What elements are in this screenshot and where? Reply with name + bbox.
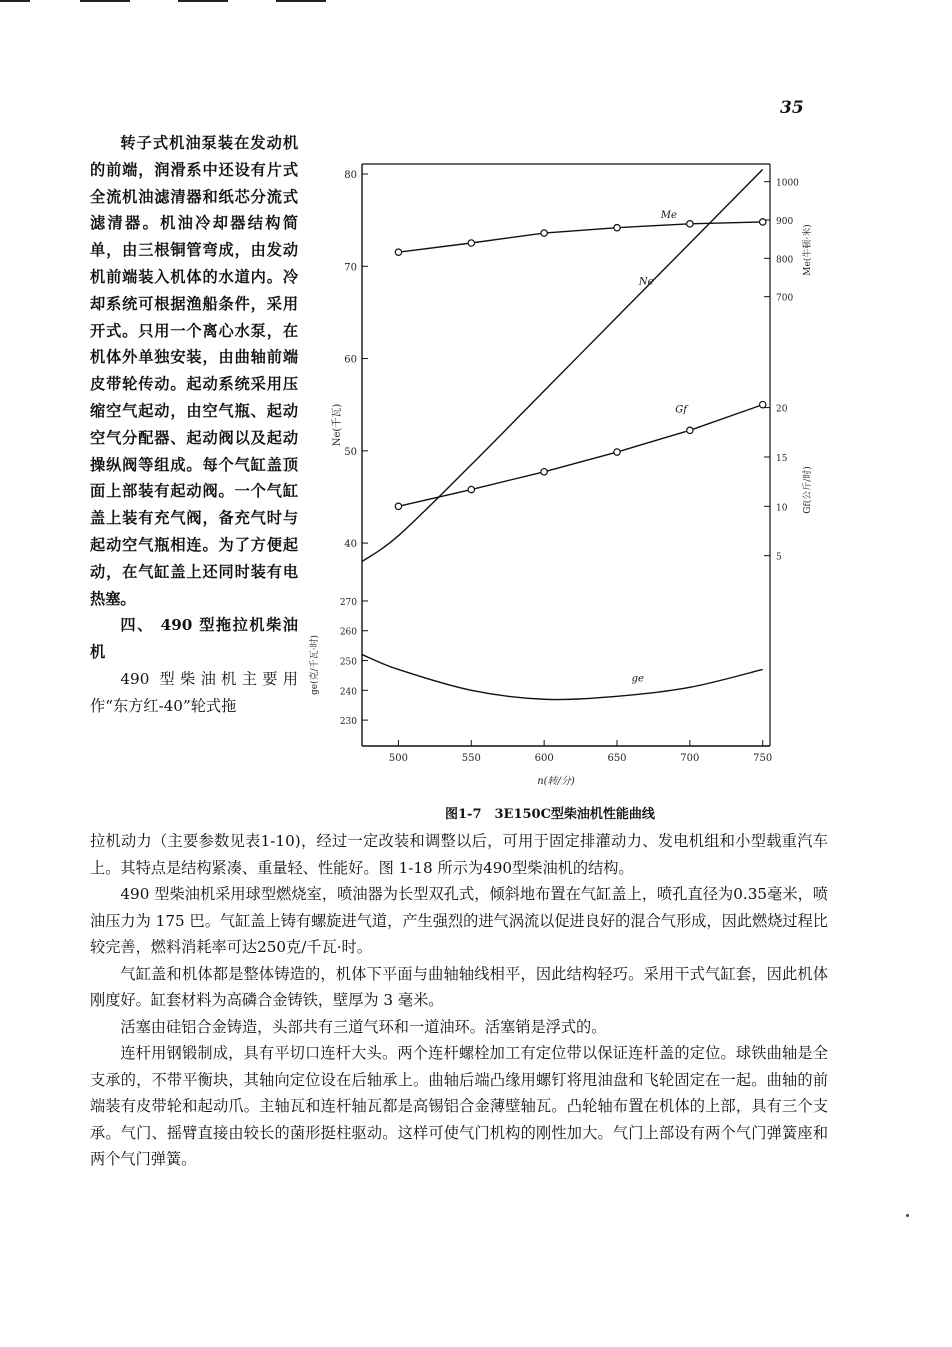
gf-tick-label-0: 20 (776, 404, 788, 415)
series-gf-point-1 (468, 486, 474, 492)
series-ne-label: Ne (638, 276, 654, 288)
ge-tick-label-2: 250 (339, 657, 357, 668)
section-heading: 四、 490 型拖拉机柴油机 (90, 616, 298, 662)
ge-axis-label: ge(克/千瓦·时) (310, 634, 320, 696)
x-tick-label-5: 750 (753, 753, 773, 764)
top-rule-2 (80, 0, 130, 2)
ne-axis-label: Ne(千瓦) (332, 403, 343, 447)
ne-tick-label-4: 40 (344, 539, 357, 551)
ne-tick-label-1: 70 (344, 262, 357, 274)
series-me-point-5 (760, 219, 766, 225)
left-column-text (90, 130, 298, 720)
x-tick-label-2: 600 (534, 753, 554, 764)
x-axis-label: n(转/分) (537, 776, 575, 787)
me-tick-label-1: 900 (776, 217, 794, 227)
me-tick-label-0: 1000 (776, 178, 799, 189)
ge-tick-label-4: 230 (339, 717, 357, 728)
stray-mark (906, 1214, 909, 1217)
me-axis-label: Me(牛顿·米) (803, 224, 813, 276)
series-me-point-2 (541, 230, 547, 236)
series-gf-point-2 (541, 469, 547, 475)
me-tick-label-3: 700 (776, 293, 794, 304)
series-me-point-1 (468, 240, 474, 246)
left-paragraph-2: 490 型柴油机主要用作“东方红-40”轮式拖 (90, 669, 298, 715)
x-tick-label-4: 700 (680, 753, 700, 764)
series-ge-line (362, 655, 763, 700)
series-me-point-3 (614, 224, 620, 230)
body-paragraph-4: 活塞由硅铝合金铸造，头部共有三道气环和一道油环。活塞销是浮式的。 (120, 1017, 607, 1036)
ne-tick-label-3: 50 (344, 446, 357, 458)
figure-caption: 图1-7 3E150C型柴油机性能曲线 (445, 807, 655, 822)
series-me-point-4 (687, 221, 693, 227)
page-number: 35 (780, 98, 804, 118)
series-me-label: Me (660, 210, 677, 222)
gf-tick-label-1: 15 (776, 453, 788, 464)
body-paragraph-1: 拉机动力（主要参数见表1-10)，经过一定改装和调整以后，可用于固定排灌动力、发电机组和小型载重汽车上。其特点是结构紧凑、重量轻、性能好。图 1-18 所示为490型柴油机的结构。 (90, 832, 828, 877)
chart-svg (300, 150, 820, 810)
ne-tick-label-2: 60 (344, 354, 357, 366)
body-text (90, 828, 828, 1173)
me-tick-label-2: 800 (776, 255, 794, 266)
series-gf-point-4 (687, 427, 693, 433)
series-ge-label: ge (631, 673, 644, 685)
top-rule-4 (276, 0, 326, 2)
series-gf-line (398, 405, 762, 507)
series-me-line (398, 222, 762, 252)
top-rule-3 (178, 0, 228, 2)
ne-tick-label-0: 80 (344, 170, 357, 181)
series-ne-line (362, 169, 763, 561)
series-gf-point-3 (614, 449, 620, 455)
x-tick-label-1: 550 (461, 753, 481, 764)
top-rule-1 (0, 0, 30, 2)
series-gf-point-0 (395, 503, 401, 509)
series-me-point-0 (395, 249, 401, 255)
body-paragraph-2: 490 型柴油机采用球型燃烧室，喷油器为长型双孔式，倾斜地布置在气缸盖上，喷孔直径为0.35毫米，喷油压力为 175 巴。气缸盖上铸有螺旋进气道，产生强烈的进气涡流以促进良好的混合气形成，因此燃烧过程比较完善，燃料消耗率可达250克/千瓦·时。 (90, 885, 828, 956)
x-tick-label-0: 500 (388, 753, 408, 764)
performance-chart (300, 150, 820, 810)
gf-tick-label-3: 5 (776, 552, 782, 563)
x-tick-label-3: 650 (607, 753, 627, 764)
body-paragraph-3: 气缸盖和机体都是整体铸造的，机体下平面与曲轴轴线相平，因此结构轻巧。采用干式气缸套，因此机体刚度好。缸套材料为高磷合金铸铁，壁厚为 3 毫米。 (90, 964, 828, 1009)
gf-axis-label: Gf(公斤/时) (803, 466, 813, 514)
gf-tick-label-2: 10 (776, 503, 788, 514)
series-gf-point-5 (760, 401, 766, 407)
series-gf-label: Gf (675, 404, 687, 416)
ge-tick-label-3: 240 (339, 687, 357, 698)
left-paragraph-1: 转子式机油泵装在发动机的前端，润滑系中还设有片式全流机油滤清器和纸芯分流式滤清器。机油冷却器结构简单，由三根铜管弯成，由发动机前端装入机体的水道内。冷却系统可根据渔船条件，采用开式。只用一个离心水泵，在机体外单独安装，由曲轴前端皮带轮传动。起动系统采用压缩空气起动，由空气瓶、起动空气分配器、起动阀以及起动操纵阀等组成。每个气缸盖顶面上部装有起动阀。一个气缸盖上装有充气阀，备充气时与起动空气瓶相连。为了方便起动，在气缸盖上还同时装有电热塞。 (90, 134, 298, 608)
ge-tick-label-1: 260 (339, 627, 357, 638)
ge-tick-label-0: 270 (339, 597, 357, 608)
body-paragraph-5: 连杆用钢锻制成，具有平切口连杆大头。两个连杆螺栓加工有定位带以保证连杆盖的定位。球铁曲轴是全支承的，不带平衡块，其轴向定位设在后轴承上。曲轴后端凸缘用螺钉将甩油盘和飞轮固定在一起。曲轴的前端装有皮带轮和起动爪。主轴瓦和连杆轴瓦都是高锡铝合金薄壁轴瓦。凸轮轴布置在机体的上部，具有三个支承。气门、摇臂直接由较长的菌形挺柱驱动。这样可使气门机构的刚性加大。气门上部设有两个气门弹簧座和两个气门弹簧。 (90, 1044, 828, 1168)
